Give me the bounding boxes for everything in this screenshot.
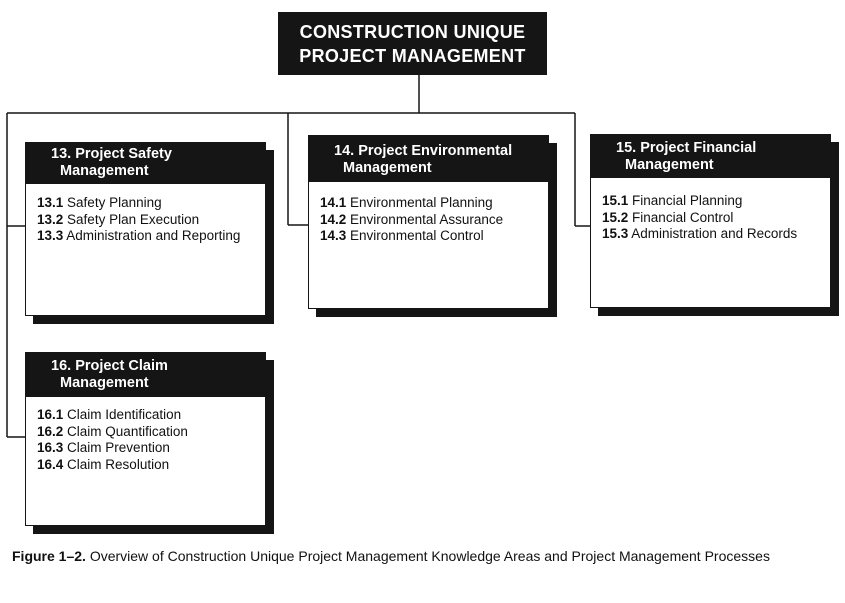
process-item: 16.3 Claim Prevention bbox=[37, 440, 170, 455]
area-header bbox=[25, 352, 266, 397]
area-title-line1: 16. Project Claim bbox=[51, 358, 168, 374]
root-title-line1: CONSTRUCTION UNIQUE bbox=[299, 21, 526, 42]
process-list bbox=[320, 195, 545, 245]
knowledge-area-14 bbox=[308, 135, 549, 309]
area-title-line1: 14. Project Environmental bbox=[334, 143, 513, 159]
root-title-line2: PROJECT MANAGEMENT bbox=[299, 45, 526, 66]
area-title-line2: Management bbox=[625, 157, 714, 173]
process-item: 16.1 Claim Identification bbox=[37, 407, 182, 422]
figure-label: Figure 1–2. bbox=[12, 548, 86, 564]
process-item: 14.2 Environmental Assurance bbox=[320, 211, 504, 227]
area-title-line1: 13. Project Safety bbox=[51, 146, 172, 162]
process-list bbox=[602, 193, 827, 243]
process-item: 15.2 Financial Control bbox=[602, 209, 734, 225]
area-header bbox=[308, 135, 549, 182]
process-item: 14.3 Environmental Control bbox=[320, 228, 484, 243]
area-title-line2: Management bbox=[60, 375, 149, 391]
figure-caption bbox=[12, 544, 832, 568]
process-item: 15.3 Administration and Records bbox=[602, 226, 798, 241]
process-list bbox=[37, 407, 262, 473]
knowledge-area-16 bbox=[25, 352, 266, 526]
process-item: 14.1 Environmental Planning bbox=[320, 195, 493, 210]
process-item: 16.4 Claim Resolution bbox=[37, 456, 170, 472]
area-header bbox=[590, 134, 831, 178]
area-title-line1: 15. Project Financial bbox=[616, 140, 757, 156]
area-title-line2: Management bbox=[343, 160, 432, 176]
process-list bbox=[37, 195, 262, 245]
area-title-line2: Management bbox=[60, 163, 149, 179]
figure-caption-text: Overview of Construction Unique Project Management Knowledge Areas and Project Management Processes bbox=[89, 548, 770, 564]
process-item: 16.2 Claim Quantification bbox=[37, 423, 188, 439]
knowledge-area-15 bbox=[590, 134, 831, 308]
knowledge-area-13 bbox=[25, 142, 266, 316]
process-item: 13.3 Administration and Reporting bbox=[37, 228, 241, 243]
process-item: 13.1 Safety Planning bbox=[37, 195, 162, 210]
process-item: 13.2 Safety Plan Execution bbox=[37, 211, 200, 227]
area-header bbox=[25, 142, 266, 184]
process-item: 15.1 Financial Planning bbox=[602, 193, 743, 208]
root-node bbox=[278, 12, 547, 75]
